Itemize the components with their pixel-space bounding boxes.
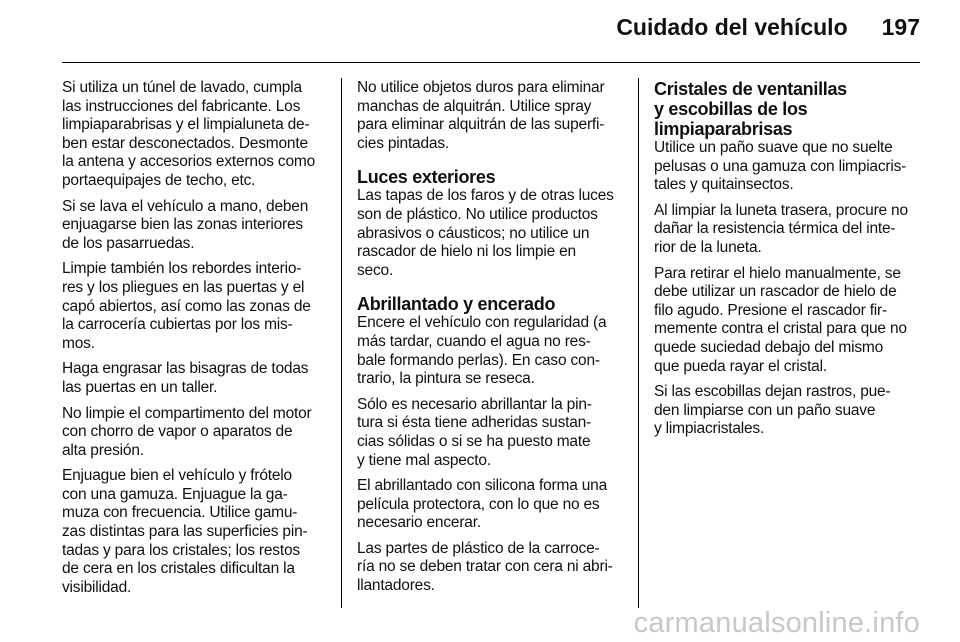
- heading-windows-wipers: Cristales de ventanillas y escobillas de los limpiaparabrisas: [654, 79, 847, 139]
- paragraph: Si las escobillas dejan rastros, pue- den limpiarse con un paño suave y limpiacristales.: [654, 383, 891, 438]
- paragraph: Si se lava el vehículo a mano, deben enjuagarse bien las zonas interiores de los pasarruedas.: [62, 197, 309, 252]
- column-divider: [341, 78, 342, 608]
- paragraph: Para retirar el hielo manualmente, se debe utilizar un rascador de hielo de filo agudo. Presione el rascador fir- memente contra el cristal para que no quede suciedad debajo del mismo que pueda rayar el cristal.: [654, 264, 907, 375]
- column-divider: [638, 78, 639, 608]
- paragraph: Sólo es necesario abrillantar la pin- tura si ésta tiene adheridas sustan- cias sólidas o si se ha puesto mate y tiene mal aspecto.: [357, 395, 592, 469]
- paragraph: No limpie el compartimento del motor con chorro de vapor o aparatos de alta presión.: [62, 404, 312, 459]
- paragraph: Encere el vehículo con regularidad (a más tardar, cuando el agua no res- bale formando perlas). En caso con- trario, la pintura se reseca.: [357, 314, 607, 388]
- paragraph: Limpie también los rebordes interio- res y los pliegues en las puertas y el capó abiertos, así como las zonas de la carrocería cubiertas por los mis- mos.: [62, 260, 311, 352]
- paragraph: Las partes de plástico de la carroce- ría no se deben tratar con cera ni abri- llantadores.: [357, 539, 613, 595]
- watermark: carmanualsonline.info: [633, 607, 920, 639]
- paragraph: El abrillantado con silicona forma una película protectora, con lo que no es necesario encerar.: [357, 477, 608, 532]
- paragraph: Si utiliza un túnel de lavado, cumpla las instrucciones del fabricante. Los limpiaparabrisas y el limpialuneta de- ben estar desconectados. Desmonte la antena y accesorios externos como portaequipajes de techo, etc.: [62, 79, 315, 189]
- paragraph: No utilice objetos duros para eliminar manchas de alquitrán. Utilice spray para eliminar alquitrán de las superfi- cies pintadas.: [357, 79, 605, 152]
- column-2: [357, 79, 625, 603]
- page-header: [616, 14, 920, 41]
- heading-polishing-waxing: Abrillantado y encerado: [357, 294, 556, 315]
- heading-exterior-lights: Luces exteriores: [357, 167, 496, 188]
- page-number: 197: [881, 14, 920, 40]
- paragraph: Las tapas de los faros y de otras luces son de plástico. No utilice productos abrasivos o cáusticos; no utilice un rascador de hielo ni los limpie en seco.: [357, 187, 614, 279]
- column-3: [654, 79, 922, 446]
- paragraph: Al limpiar la luneta trasera, procure no dañar la resistencia térmica del inte- rior de la luneta.: [654, 201, 908, 256]
- header-rule: [62, 62, 920, 63]
- section-title: Cuidado del vehículo: [616, 14, 848, 40]
- column-1: [62, 79, 330, 604]
- paragraph: Enjuague bien el vehículo y frótelo con una gamuza. Enjuague la ga- muza con frecuencia. Utilice gamu- zas distintas para las superficies pin- tadas y para los cristales; los restos de cera en los cristales dificultan la visibilidad.: [62, 467, 308, 596]
- paragraph: Utilice un paño suave que no suelte pelusas o una gamuza con limpiacris- tales y quitainsectos.: [654, 139, 907, 194]
- paragraph: Haga engrasar las bisagras de todas las puertas en un taller.: [62, 360, 309, 396]
